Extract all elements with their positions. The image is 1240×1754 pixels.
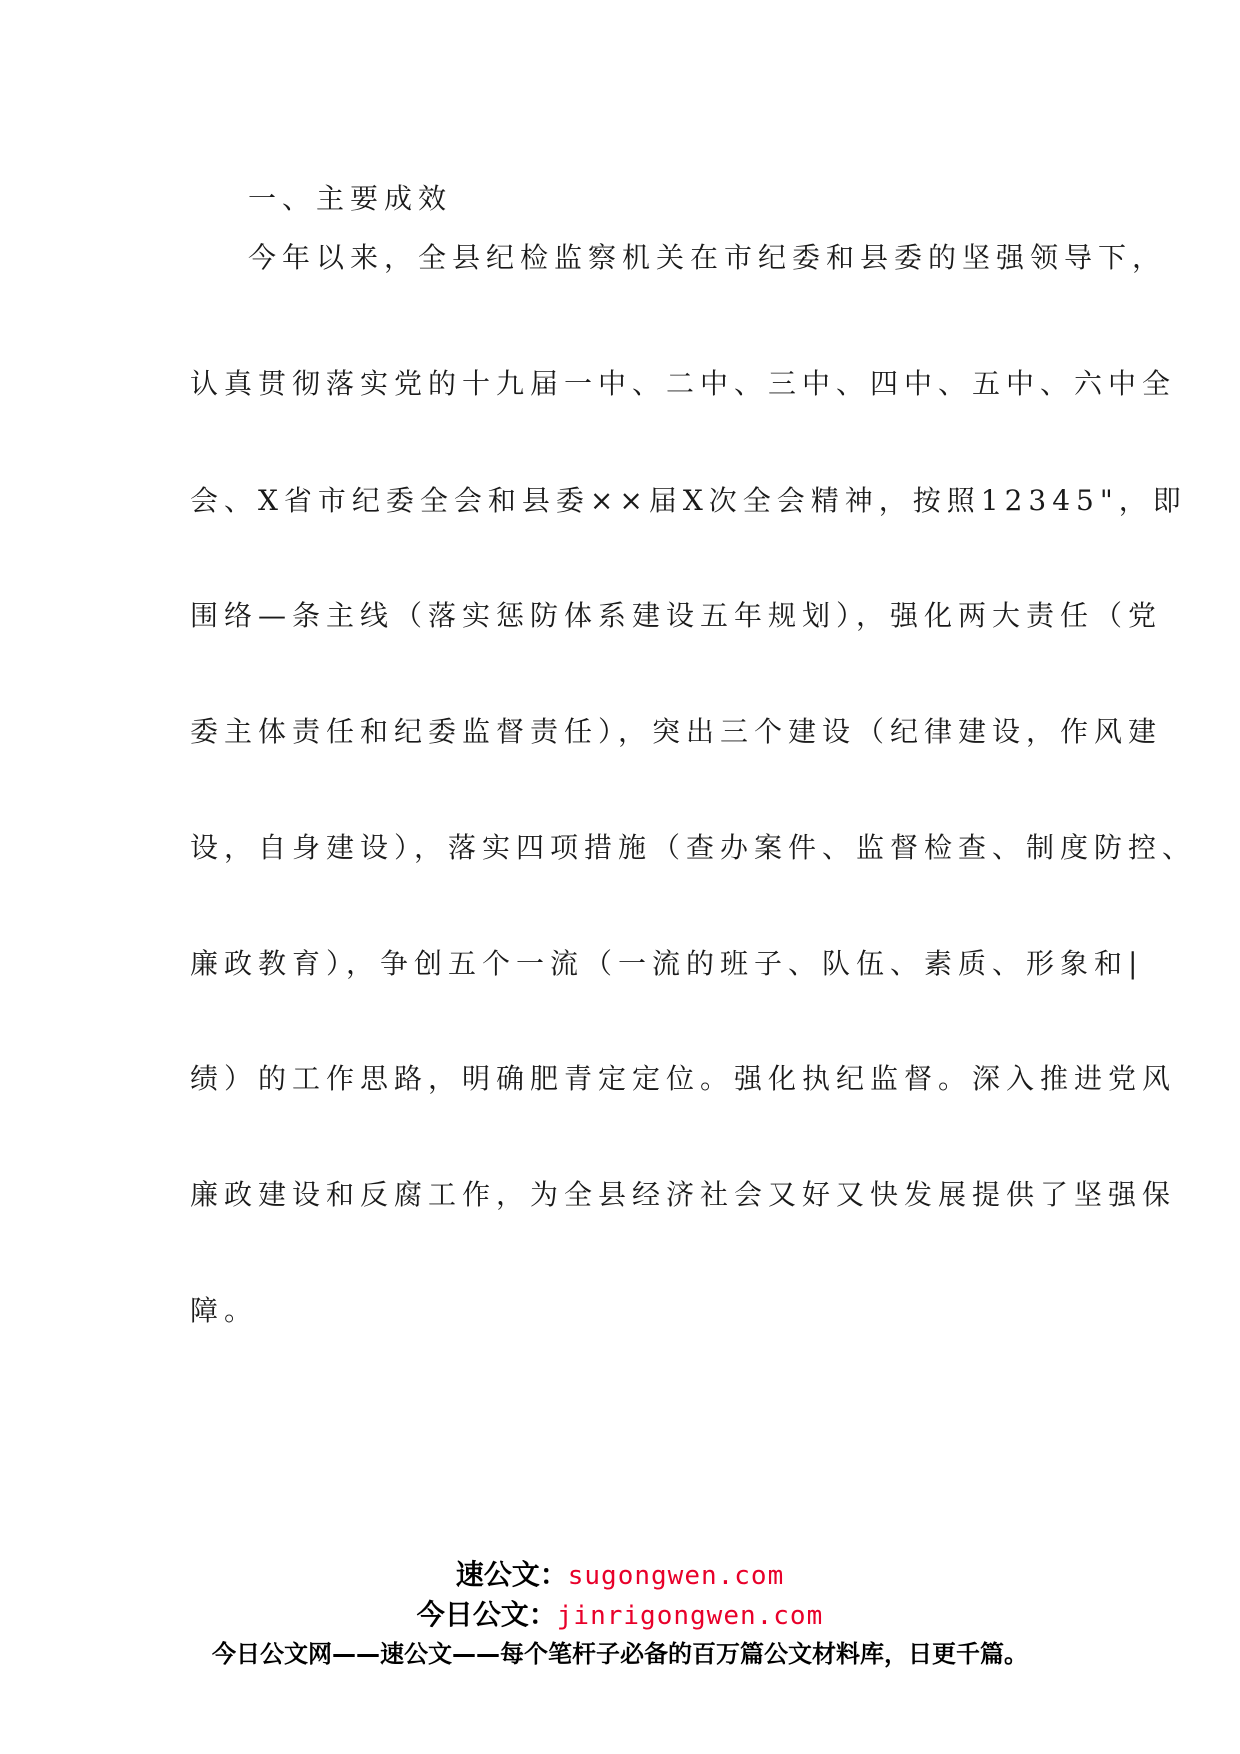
footer-link-jinrigongwen[interactable]: jinrigongwen.com — [556, 1601, 824, 1631]
body-line-5: 委主体责任和纪委监督责任），突出三个建设（纪律建设，作风建 — [190, 715, 1163, 748]
body-line-2: 认真贯彻落实党的十九届一中、二中、三中、四中、五中、六中全 — [190, 367, 1177, 400]
body-line-6: 设，自身建设），落实四项措施（查办案件、监督检查、制度防控、 — [190, 831, 1197, 864]
body-line-1: 今年以来，全县纪检监察机关在市纪委和县委的坚强领导下， — [248, 241, 1167, 274]
footer-slogan: 今日公文网——速公文——每个笔杆子必备的百万篇公文材料库，日更千篇。 — [212, 1640, 1028, 1668]
footer-label-1: 速公文： — [455, 1558, 568, 1591]
footer-site-line-1 — [0, 1553, 1240, 1593]
body-line-4: 围络—条主线（落实惩防体系建设五年规划），强化两大责任（党 — [190, 599, 1163, 632]
body-line-7: 廉政教育），争创五个一流（一流的班子、队伍、素质、形象和| — [190, 947, 1144, 980]
footer-site-line-2 — [0, 1593, 1240, 1633]
body-line-3: 会、X省市纪委全会和县委××届X次全会精神，按照12345"，即 — [190, 484, 1187, 517]
body-line-10: 障。 — [190, 1294, 259, 1327]
footer-link-sugongwen[interactable]: sugongwen.com — [567, 1561, 785, 1591]
section-heading: 一、主要成效 — [248, 182, 453, 215]
body-line-9: 廉政建设和反腐工作，为全县经济社会又好又快发展提供了坚强保 — [190, 1178, 1177, 1211]
footer-label-2: 今日公文： — [416, 1598, 557, 1631]
body-line-8: 绩）的工作思路，明确肥青定定位。强化执纪监督。深入推进党风 — [190, 1062, 1177, 1095]
